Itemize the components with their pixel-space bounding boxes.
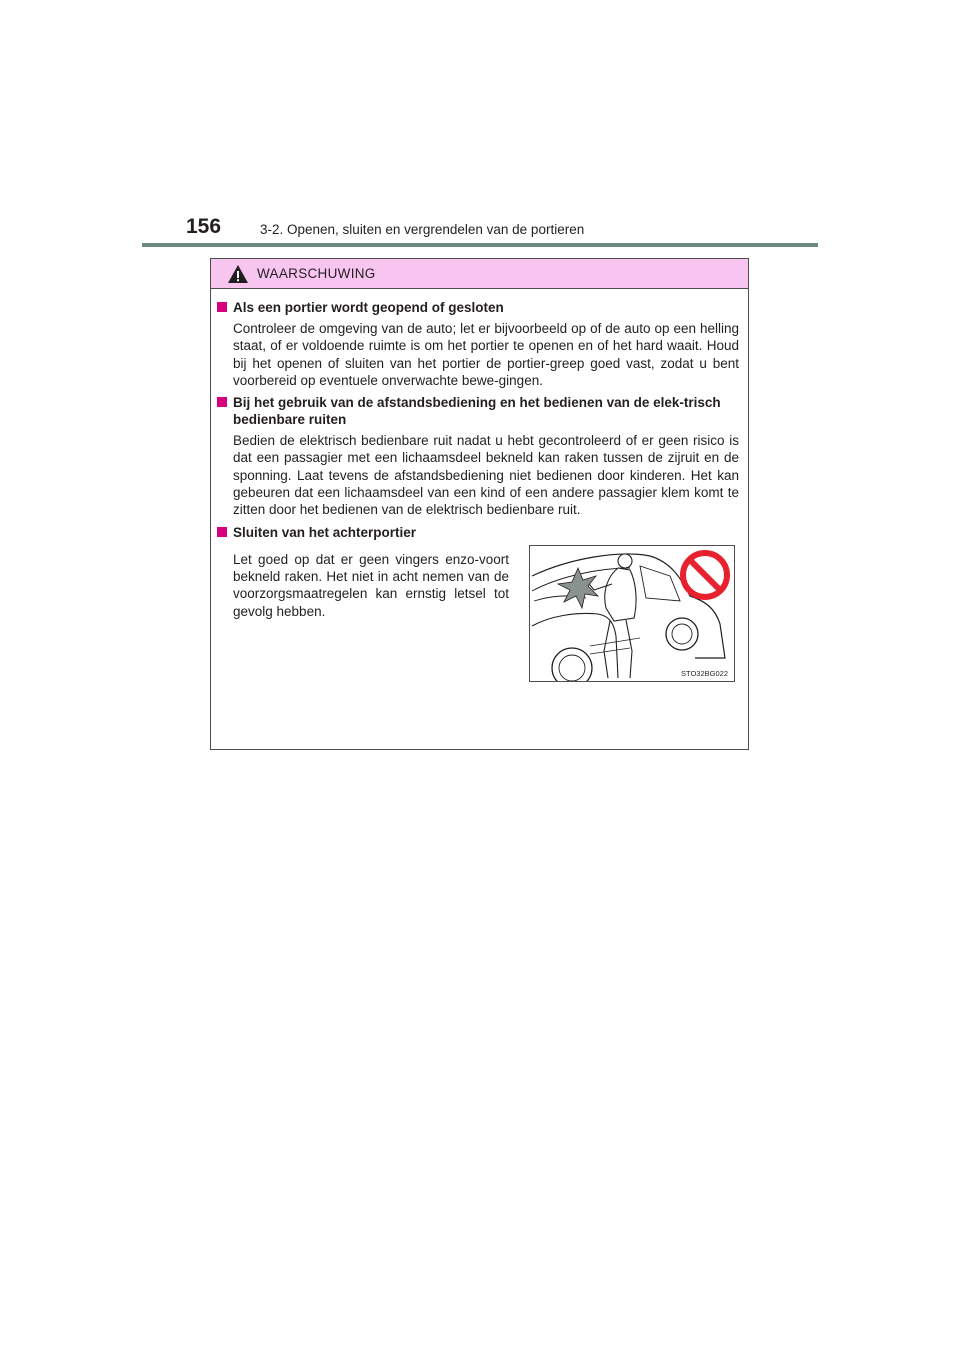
item-heading-text: Als een portier wordt geopend of gesloten: [233, 300, 504, 315]
square-bullet-icon: [217, 302, 227, 312]
square-bullet-icon: [217, 527, 227, 537]
section-title: 3-2. Openen, sluiten en vergrendelen van de portieren: [260, 222, 585, 237]
figure-code: STO32BG022: [681, 668, 728, 678]
item-heading: [217, 299, 739, 316]
warning-item: [217, 299, 739, 389]
item-heading: [217, 524, 739, 541]
prohibited-icon: [683, 553, 727, 597]
warning-header: [211, 259, 748, 289]
item-heading-text: Bij het gebruik van de afstandsbediening en het bedienen van de elek-trisch bedienbare ruiten: [233, 395, 721, 428]
warning-item: [217, 524, 739, 682]
item-body-row: [217, 545, 739, 682]
warning-label: WAARSCHUWING: [257, 266, 376, 281]
item-heading-text: Sluiten van het achterportier: [233, 524, 417, 540]
page-number: 156: [186, 215, 222, 238]
item-body: Let goed op dat er geen vingers enzo-voort bekneld raken. Het niet in acht nemen van de voorzorgsmaatregelen kan ernstig letsel tot gevolg hebben.: [233, 551, 509, 619]
item-body: Controleer de omgeving van de auto; let er bijvoorbeeld op of de auto op een helling staat, of er voldoende ruimte is om het portier te openen en of het hard waait. Houd bij het openen of sluiten van het portier de portier-greep goed vast, zodat u bent voorbereid op eventuele onverwachte bewe-gingen.: [233, 321, 739, 388]
square-bullet-icon: [217, 397, 227, 407]
warning-content: [211, 289, 748, 682]
warning-triangle-icon: [227, 264, 249, 284]
item-heading: [217, 394, 739, 428]
warning-box: [210, 258, 749, 750]
item-body: Bedien de elektrisch bedienbare ruit nadat u hebt gecontroleerd of er geen risico is dat een passagier met een lichaamsdeel bekneld kan raken tussen de zijruit en de sponning. Laat tevens de afstandsbediening niet bedienen door kinderen. Het kan gebeuren dat een lichaamsdeel van een kind of een andere passagier klem komt te zitten door het bedienen van de elektrisch bedienbare ruit.: [233, 433, 739, 518]
door-pinch-illustration: [529, 545, 735, 682]
header-rule: [142, 243, 818, 247]
warning-item: [217, 394, 739, 518]
